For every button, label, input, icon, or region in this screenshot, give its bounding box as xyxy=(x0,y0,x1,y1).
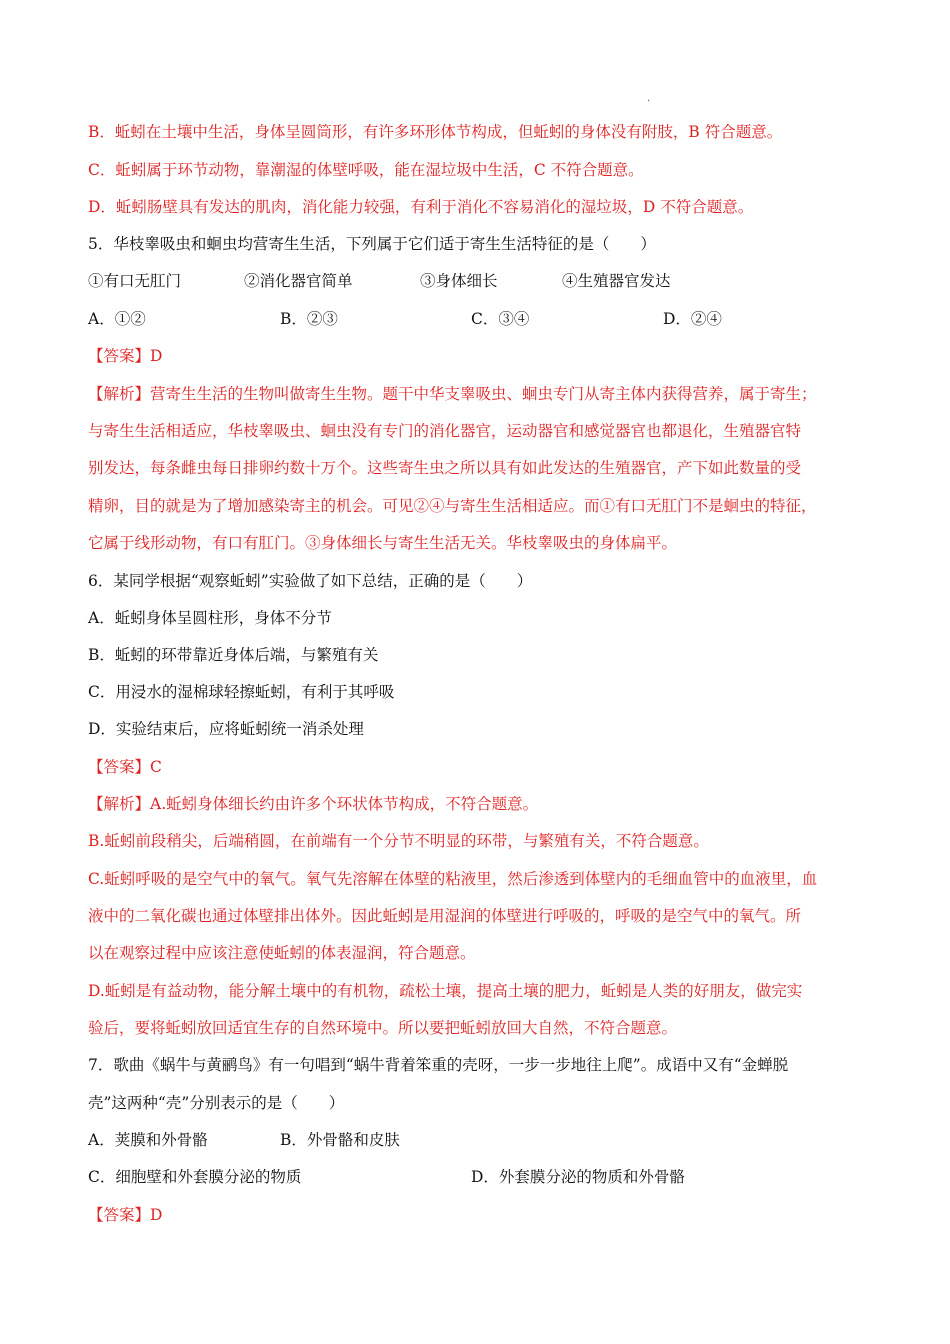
explanation-5-tag: 【解析】 xyxy=(88,385,151,403)
page-mark-dot: · xyxy=(647,96,651,107)
q5-option-a: A．①② xyxy=(88,310,146,328)
q7-option-d: D．外套膜分泌的物质和外骨骼 xyxy=(471,1168,685,1186)
question-7-line-1: 7．歌曲《蜗牛与黄鹂鸟》有一句唱到“蜗牛背着笨重的壳呀，一步一步地往上爬”。成语中又有“金蝉脱 xyxy=(88,1056,789,1074)
explanation-5-text-1: 营寄生生活的生物叫做寄生生物。题干中华支睾吸虫、蛔虫专门从寄主体内获得营养，属于寄生； xyxy=(150,385,817,403)
explanation-6-line-6: D.蚯蚓是有益动物，能分解土壤中的有机物，疏松土壤，提高土壤的肥力，蚯蚓是人类的好朋友，做完实 xyxy=(88,982,803,1000)
q7-option-a: A．荚膜和外骨骼 xyxy=(88,1131,208,1149)
question-6: 6．某同学根据“观察蚯蚓”实验做了如下总结，正确的是（ ） xyxy=(88,572,533,590)
q6-option-d: D．实验结束后，应将蚯蚓统一消杀处理 xyxy=(88,720,364,738)
q6-option-c: C．用浸水的湿棉球轻擦蚯蚓，有利于其呼吸 xyxy=(88,683,395,701)
q5-item-1: ①有口无肛门 xyxy=(88,272,182,290)
q5-option-d: D．②④ xyxy=(663,310,722,328)
q6-option-b: B．蚯蚓的环带靠近身体后端，与繁殖有关 xyxy=(88,646,379,664)
option-b-explanation: B．蚯蚓在土壤中生活，身体呈圆筒形，有许多环形体节构成，但蚯蚓的身体没有附肢，B 符合题意。 xyxy=(88,123,783,141)
answer-6-value: C xyxy=(150,758,162,776)
answer-6-tag: 【答案】 xyxy=(88,758,151,776)
explanation-5-line-4: 精卵，目的就是为了增加感染寄主的机会。可见②④与寄生生活相适应。而①有口无肛门不是蛔虫的特征， xyxy=(88,497,817,515)
answer-5 xyxy=(88,346,162,366)
answer-6 xyxy=(88,757,162,777)
explanation-5-line-5: 它属于线形动物，有口有肛门。③身体细长与寄生生活无关。华枝睾吸虫的身体扁平。 xyxy=(88,534,678,552)
explanation-6-line-5: 以在观察过程中应该注意使蚯蚓的体表湿润，符合题意。 xyxy=(88,944,476,962)
q7-option-c: C．细胞壁和外套膜分泌的物质 xyxy=(88,1168,302,1186)
answer-7-tag: 【答案】 xyxy=(88,1206,151,1224)
question-7-line-2: 壳”这两种“壳”分别表示的是（ ） xyxy=(88,1094,345,1112)
q5-option-b: B．②③ xyxy=(280,310,338,328)
explanation-6-line-4: 液中的二氧化碳也通过体壁排出体外。因此蚯蚓是用湿润的体壁进行呼吸的，呼吸的是空气中的氧气。所 xyxy=(88,907,802,925)
question-7-options-row-2 xyxy=(88,1167,788,1187)
answer-7 xyxy=(88,1205,162,1225)
q5-item-4: ④生殖器官发达 xyxy=(562,272,671,290)
question-5: 5．华枝睾吸虫和蛔虫均营寄生生活，下列属于它们适于寄生生活特征的是（ ） xyxy=(88,235,656,253)
explanation-6-line-2: B.蚯蚓前段稍尖，后端稍圆，在前端有一个分节不明显的环带，与繁殖有关，不符合题意。 xyxy=(88,832,709,850)
q5-item-3: ③身体细长 xyxy=(420,272,498,290)
explanation-5-line-1 xyxy=(88,384,817,404)
explanation-6-text-1: A.蚯蚓身体细长约由许多个环状体节构成，不符合题意。 xyxy=(150,795,539,813)
question-5-options xyxy=(88,309,788,329)
option-c-explanation: C．蚯蚓属于环节动物，靠潮湿的体壁呼吸，能在湿垃圾中生活，C 不符合题意。 xyxy=(88,161,644,179)
answer-5-tag: 【答案】 xyxy=(88,347,151,365)
q6-option-a: A．蚯蚓身体呈圆柱形，身体不分节 xyxy=(88,609,332,627)
explanation-6-line-1 xyxy=(88,794,538,814)
question-5-items xyxy=(88,271,788,291)
q7-option-b: B．外骨骼和皮肤 xyxy=(280,1131,400,1149)
q5-item-2: ②消化器官简单 xyxy=(244,272,353,290)
explanation-5-line-2: 与寄生生活相适应，华枝睾吸虫、蛔虫没有专门的消化器官，运动器官和感觉器官也都退化，生殖器官特 xyxy=(88,422,802,440)
explanation-6-tag: 【解析】 xyxy=(88,795,151,813)
question-7-options-row-1 xyxy=(88,1130,788,1150)
explanation-5-line-3: 别发达，每条雌虫每日排卵约数十万个。这些寄生虫之所以具有如此发达的生殖器官，产下如此数量的受 xyxy=(88,459,802,477)
option-d-explanation: D．蚯蚓肠壁具有发达的肌肉，消化能力较强，有利于消化不容易消化的湿垃圾，D 不符合题意。 xyxy=(88,198,754,216)
explanation-6-line-3: C.蚯蚓呼吸的是空气中的氧气。氧气先溶解在体壁的粘液里，然后渗透到体壁内的毛细血管中的血液里，血 xyxy=(88,870,818,888)
q5-option-c: C．③④ xyxy=(471,310,530,328)
explanation-6-line-7: 验后，要将蚯蚓放回适宜生存的自然环境中。所以要把蚯蚓放回大自然，不符合题意。 xyxy=(88,1019,678,1037)
answer-7-value: D xyxy=(150,1206,163,1224)
answer-5-value: D xyxy=(150,347,163,365)
